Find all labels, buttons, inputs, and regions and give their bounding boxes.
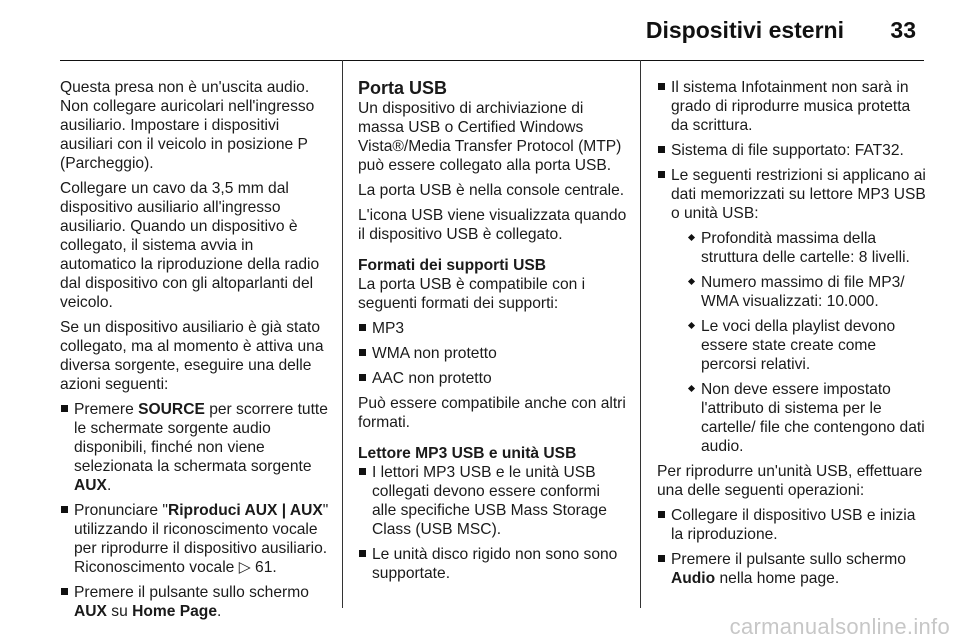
sub-list-item: Le voci della playlist devono essere state create come percorsi relativi.: [671, 317, 927, 374]
sub-list-item: Profondità massima della struttura delle cartelle: 8 livelli.: [671, 229, 927, 267]
paragraph: Questa presa non è un'uscita audio. Non collegare auricolari nell'ingresso ausiliario. Impostare i dispositivi ausiliari con il veicolo in posizione P (Parcheggio).: [60, 79, 315, 172]
list-item: Premere il pulsante sullo schermo Audio nella home page.: [657, 550, 927, 588]
list-item: AAC non protetto: [358, 369, 628, 388]
paragraph: L'icona USB viene visualizzata quando il dispositivo USB è collegato.: [358, 207, 627, 243]
list-item: Pronunciare "Riproduci AUX | AUX" utilizzando il riconoscimento vocale per riprodurre il dispositivo ausiliario. Riconoscimento vocale ▷ 61.: [60, 501, 330, 577]
list-item: I lettori MP3 USB e le unità USB collegati devono essere conformi alle specifiche USB Mass Storage Class (USB MSC).: [358, 463, 628, 539]
action-list: [60, 400, 330, 621]
subsection-title: Lettore MP3 USB e unità USB: [358, 445, 577, 462]
sub-list-item: Numero massimo di file MP3/ WMA visualizzati: 10.000.: [671, 273, 927, 311]
list-item: Collegare il dispositivo USB e inizia la riproduzione.: [657, 506, 927, 544]
subsection-title: Formati dei supporti USB: [358, 257, 547, 274]
usb-list-continued: [657, 78, 927, 456]
usb-list: [358, 463, 628, 583]
list-item: Premere il pulsante sullo schermo AUX su Home Page.: [60, 583, 330, 621]
page-reference: 61.: [250, 559, 277, 576]
paragraph: Può essere compatibile anche con altri formati.: [358, 395, 626, 431]
sub-list-item: Non deve essere impostato l'attributo di sistema per le cartelle/ file che contengono dati audio.: [671, 380, 927, 456]
home-page-label: Home Page: [132, 603, 218, 620]
page-reference-icon: ▷: [238, 559, 251, 576]
column-3: [657, 78, 927, 594]
list-item: Le unità disco rigido non sono sono supportate.: [358, 545, 628, 583]
watermark: carmanualsonline.info: [729, 614, 950, 639]
page-title: Dispositivi esterni: [645, 17, 844, 43]
page-header: [60, 0, 924, 61]
column-1: [60, 78, 330, 627]
format-list: [358, 319, 628, 388]
restriction-list: [671, 229, 927, 456]
section-title: Porta USB: [358, 78, 448, 98]
page-number: 33: [890, 17, 916, 43]
voice-command-label: Riproduci AUX | AUX: [167, 502, 323, 519]
list-item: WMA non protetto: [358, 344, 628, 363]
column-divider-2: [640, 60, 641, 608]
list-item: Sistema di file supportato: FAT32.: [657, 141, 927, 160]
aux-button-label: AUX: [74, 603, 107, 620]
paragraph: La porta USB è compatibile con i seguenti formati dei supporti:: [358, 276, 586, 312]
list-item: Premere SOURCE per scorrere tutte le schermate sorgente audio disponibili, finché non viene selezionata la schermata sorgente AUX.: [60, 400, 330, 495]
column-divider-1: [342, 60, 343, 608]
column-2: [358, 78, 628, 589]
source-button-label: SOURCE: [138, 401, 205, 418]
audio-button-label: Audio: [671, 570, 716, 587]
list-item: Le seguenti restrizioni si applicano ai dati memorizzati su lettore MP3 USB o unità USB: Profondità massima della struttura delle cartelle: 8 livelli. Numero massimo di file MP3/ WMA visualizzati: 10.000. Le voci della playlist devono essere state create come percorsi relativi. Non deve essere impostato l'attributo di sistema per le cartelle/ file che contengono dati audio.: [657, 166, 927, 456]
paragraph: Se un dispositivo ausiliario è già stato collegato, ma al momento è attiva una diversa sorgente, eseguire una delle azioni seguenti:: [60, 319, 324, 393]
list-item: Il sistema Infotainment non sarà in grado di riprodurre musica protetta da scrittura.: [657, 78, 927, 135]
list-item: MP3: [358, 319, 628, 338]
paragraph: Un dispositivo di archiviazione di massa USB o Certified Windows Vista®/Media Transfer Protocol (MTP) può essere collegato alla porta USB.: [358, 100, 622, 174]
aux-screen-label: AUX: [74, 477, 107, 494]
paragraph: La porta USB è nella console centrale.: [358, 182, 625, 199]
paragraph: Collegare un cavo da 3,5 mm dal dispositivo ausiliario all'ingresso ausiliario. Quando un dispositivo è collegato, il sistema avvia in automatico la riproduzione della radio dal dispositivo con gli altoparlanti del veicolo.: [60, 180, 320, 311]
paragraph: Per riprodurre un'unità USB, effettuare una delle seguenti operazioni:: [657, 463, 923, 499]
playback-list: [657, 506, 927, 588]
